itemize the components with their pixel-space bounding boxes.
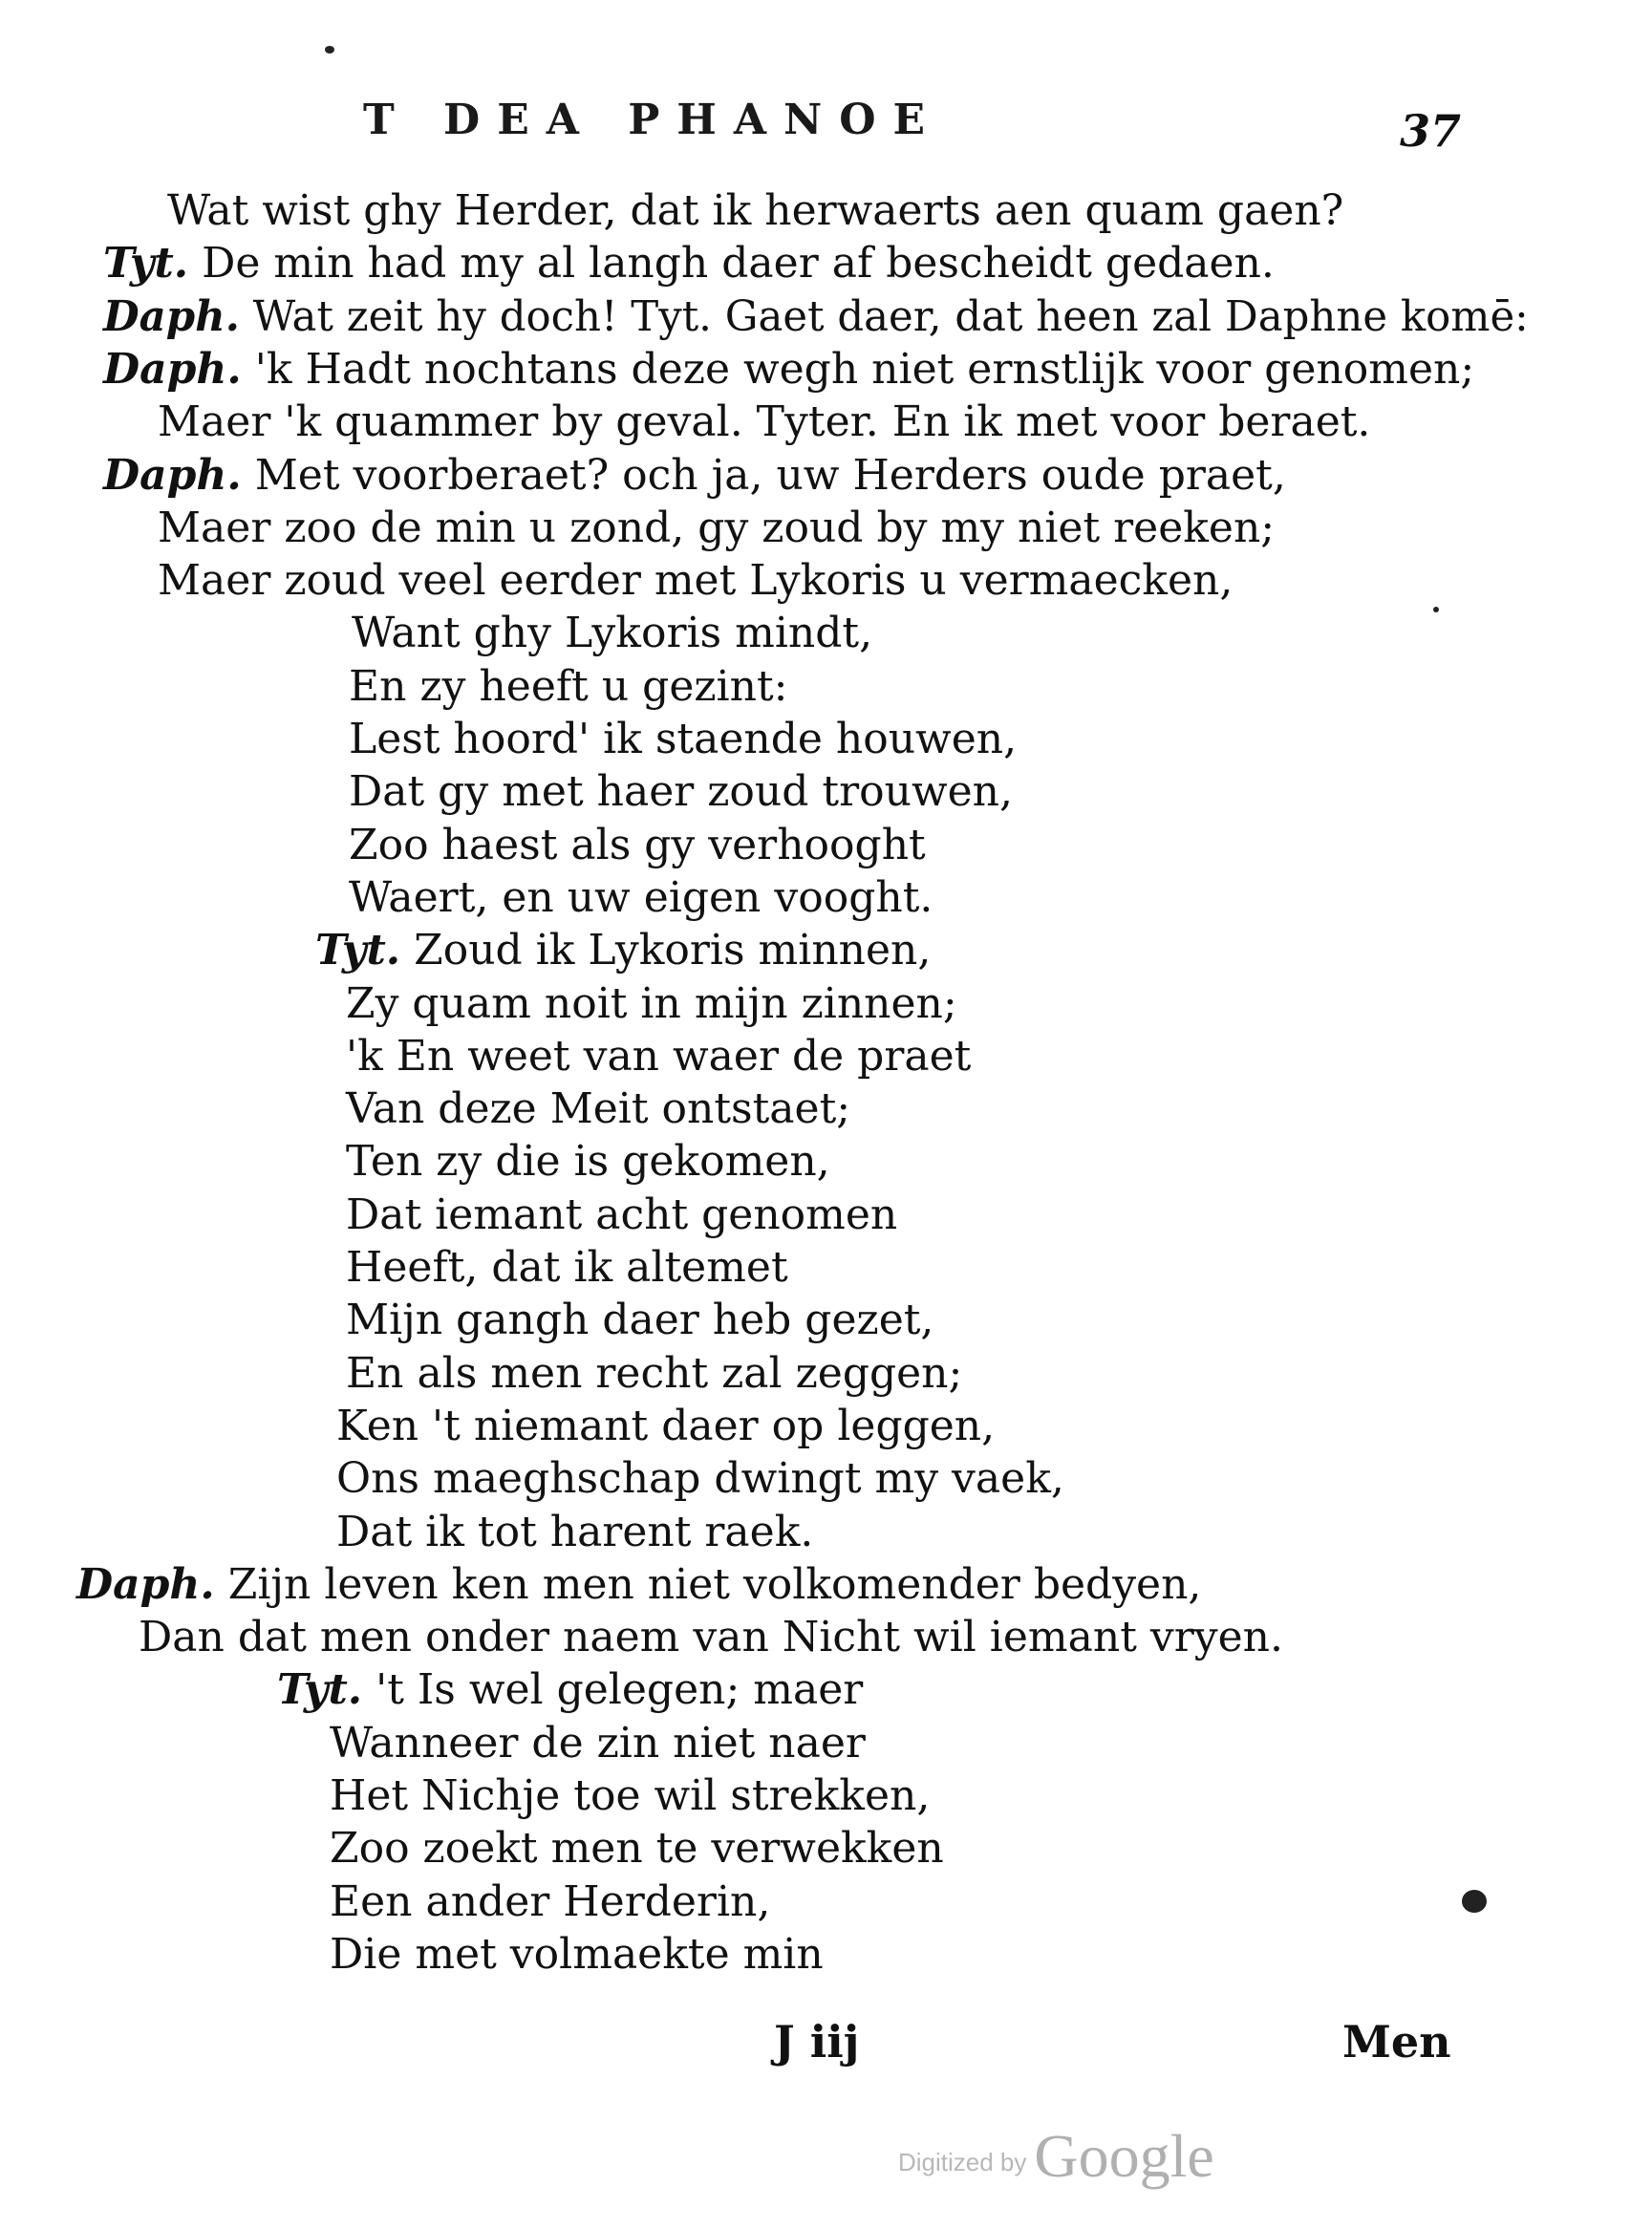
speaker-label: Daph. bbox=[76, 1560, 215, 1609]
line-text: Die met volmaekte min bbox=[330, 1930, 824, 1979]
line-text: De min had my al langh daer af bescheidt gedaen. bbox=[202, 239, 1275, 288]
verse-line bbox=[103, 239, 1275, 289]
verse-line bbox=[346, 1349, 962, 1399]
line-text: Maer zoo de min u zond, gy zoud by my niet reeken; bbox=[158, 504, 1276, 552]
verse-line bbox=[315, 926, 931, 975]
line-text: Ons maeghschap dwingt my vaek, bbox=[336, 1454, 1064, 1503]
line-text: Met voorberaet? och ja, uw Herders oude praet, bbox=[254, 451, 1286, 500]
verse-line bbox=[346, 1137, 830, 1187]
line-text: Ken 't niemant daer op leggen, bbox=[336, 1402, 996, 1450]
line-text: Waert, en uw eigen vooght. bbox=[349, 873, 933, 922]
verse-line bbox=[158, 556, 1233, 606]
digitization-watermark bbox=[898, 2121, 1214, 2192]
ink-speck bbox=[1462, 1890, 1487, 1913]
running-title: T DEA PHANOE bbox=[363, 96, 943, 144]
google-logo: Google bbox=[1034, 2122, 1214, 2190]
line-text: Heeft, dat ik altemet bbox=[346, 1243, 788, 1292]
watermark-prefix: Digitized by bbox=[898, 2148, 1027, 2176]
line-text: Wanneer de zin niet naer bbox=[330, 1719, 866, 1768]
verse-line bbox=[336, 1508, 813, 1557]
line-text: Een ander Herderin, bbox=[330, 1877, 771, 1926]
line-text: En als men recht zal zeggen; bbox=[346, 1349, 963, 1398]
verse-line bbox=[330, 1771, 930, 1821]
line-text: Zy quam noit in mijn zinnen; bbox=[346, 979, 957, 1028]
verse-line bbox=[330, 1930, 824, 1980]
catchword: Men bbox=[1342, 2016, 1451, 2068]
verse-line bbox=[103, 292, 1529, 342]
verse-line bbox=[346, 1243, 788, 1293]
verse-line bbox=[349, 821, 926, 870]
line-text: Van deze Meit ontstaet; bbox=[346, 1084, 851, 1133]
line-text: En zy heeft u gezint: bbox=[349, 662, 788, 711]
speaker-label: Daph. bbox=[103, 345, 242, 394]
verse-line bbox=[330, 1719, 866, 1768]
verse-line bbox=[336, 1402, 995, 1451]
line-text: Mijn gangh daer heb gezet, bbox=[346, 1296, 934, 1344]
line-text: Dat ik tot harent raek. bbox=[336, 1508, 814, 1556]
line-text: Wat zeit hy doch! Tyt. Gaet daer, dat heen zal Daphne komē: bbox=[252, 292, 1529, 341]
line-text: Maer 'k quammer by geval. Tyter. En ik met voor beraet. bbox=[158, 397, 1371, 446]
line-text: Wat wist ghy Herder, dat ik herwaerts aen quam gaen? bbox=[167, 186, 1344, 235]
verse-line bbox=[346, 1084, 850, 1134]
line-text: Zoo zoekt men te verwekken bbox=[330, 1824, 944, 1873]
verse-line bbox=[349, 662, 787, 712]
verse-line bbox=[277, 1665, 863, 1715]
ink-speck bbox=[325, 46, 334, 54]
verse-line bbox=[103, 451, 1286, 501]
speaker-label: Tyt. bbox=[103, 239, 189, 288]
verse-line bbox=[158, 397, 1370, 447]
line-text: Dat gy met haer zoud trouwen, bbox=[349, 767, 1013, 816]
signature-mark: J iij bbox=[774, 2016, 860, 2068]
verse-line bbox=[349, 767, 1013, 817]
line-text: Lest hoord' ik staende houwen, bbox=[349, 715, 1018, 763]
line-text: Het Nichje toe wil strekken, bbox=[330, 1771, 931, 1820]
verse-line bbox=[330, 1877, 770, 1927]
verse-line bbox=[349, 873, 933, 923]
line-text: 'k Hadt nochtans deze wegh niet ernstlijk voor genomen; bbox=[254, 345, 1475, 394]
line-text: Zoo haest als gy verhooght bbox=[349, 821, 926, 869]
speaker-label: Daph. bbox=[103, 451, 242, 500]
line-text: 'k En weet van waer de praet bbox=[346, 1032, 972, 1081]
verse-line bbox=[158, 504, 1275, 553]
verse-line bbox=[103, 345, 1474, 395]
verse-line bbox=[336, 1454, 1064, 1504]
verse-line bbox=[167, 186, 1343, 236]
line-text: Zijn leven ken men niet volkomender bedyen, bbox=[227, 1560, 1202, 1609]
verse-line bbox=[139, 1613, 1283, 1662]
line-text: Zoud ik Lykoris minnen, bbox=[414, 926, 932, 975]
speaker-label: Daph. bbox=[103, 292, 240, 341]
verse-line bbox=[349, 715, 1017, 764]
line-text: 't Is wel gelegen; maer bbox=[375, 1665, 864, 1714]
line-text: Maer zoud veel eerder met Lykoris u vermaecken, bbox=[158, 556, 1234, 605]
line-text: Want ghy Lykoris mindt, bbox=[352, 609, 873, 657]
speaker-label: Tyt. bbox=[277, 1665, 363, 1714]
verse-line bbox=[346, 1296, 933, 1345]
ink-speck bbox=[1433, 607, 1439, 612]
page-number: 37 bbox=[1400, 105, 1462, 157]
verse-line bbox=[330, 1824, 944, 1874]
line-text: Ten zy die is gekomen, bbox=[346, 1137, 830, 1186]
speaker-label: Tyt. bbox=[315, 926, 401, 975]
line-text: Dan dat men onder naem van Nicht wil iemant vryen. bbox=[139, 1613, 1283, 1661]
verse-line bbox=[346, 1190, 897, 1240]
verse-line bbox=[346, 979, 957, 1029]
line-text: Dat iemant acht genomen bbox=[346, 1190, 898, 1239]
verse-line bbox=[76, 1560, 1201, 1610]
verse-line bbox=[352, 609, 872, 658]
verse-line bbox=[346, 1032, 971, 1082]
